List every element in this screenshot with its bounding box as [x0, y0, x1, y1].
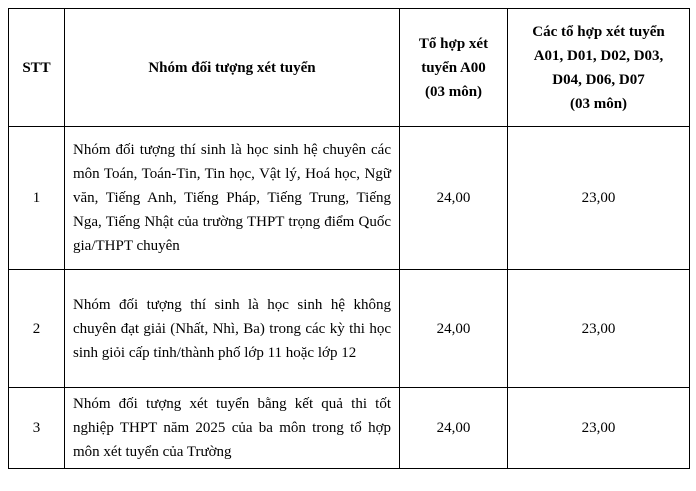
- header-other-line: D04, D06, D07: [552, 71, 645, 88]
- table-row: [9, 388, 690, 469]
- cell-stt: 3: [9, 388, 65, 469]
- table-row: [9, 127, 690, 270]
- header-other-line: A01, D01, D02, D03,: [533, 47, 664, 64]
- header-stt: STT: [9, 9, 65, 127]
- header-a00: [400, 9, 508, 127]
- table-row: [9, 270, 690, 388]
- cell-group: Nhóm đối tượng thí sinh là học sinh hệ chuyên các môn Toán, Toán-Tin, Tin học, Vật lý, Hoá học, Ngữ văn, Tiếng Anh, Tiếng Pháp, Tiếng Trung, Tiếng Nga, Tiếng Nhật của trường THPT trọng điểm Quốc gia/THPT chuyên: [65, 127, 400, 270]
- header-other-line: Các tổ hợp xét tuyển: [532, 23, 665, 40]
- cell-group: Nhóm đối tượng xét tuyển bằng kết quả thi tốt nghiệp THPT năm 2025 của ba môn trong tổ hợp môn xét tuyển của Trường: [65, 388, 400, 469]
- cell-a00-score: 24,00: [400, 127, 508, 270]
- header-a00-line: tuyển A00: [421, 59, 486, 76]
- header-group: Nhóm đối tượng xét tuyển: [65, 9, 400, 127]
- cell-a00-score: 24,00: [400, 270, 508, 388]
- header-row: [9, 9, 690, 127]
- header-other-line: (03 môn): [569, 95, 628, 112]
- cell-group: Nhóm đối tượng thí sinh là học sinh hệ không chuyên đạt giải (Nhất, Nhì, Ba) trong các kỳ thi học sinh giỏi cấp tỉnh/thành phố lớp 11 hoặc lớp 12: [65, 270, 400, 388]
- header-a00-line: (03 môn): [424, 83, 483, 100]
- cell-other-score: 23,00: [508, 127, 690, 270]
- cell-stt: 2: [9, 270, 65, 388]
- cell-stt: 1: [9, 127, 65, 270]
- admission-score-table: [8, 8, 690, 469]
- cell-other-score: 23,00: [508, 270, 690, 388]
- header-other-combos: [508, 9, 690, 127]
- header-a00-line: Tổ hợp xét: [418, 35, 489, 52]
- cell-other-score: 23,00: [508, 388, 690, 469]
- cell-a00-score: 24,00: [400, 388, 508, 469]
